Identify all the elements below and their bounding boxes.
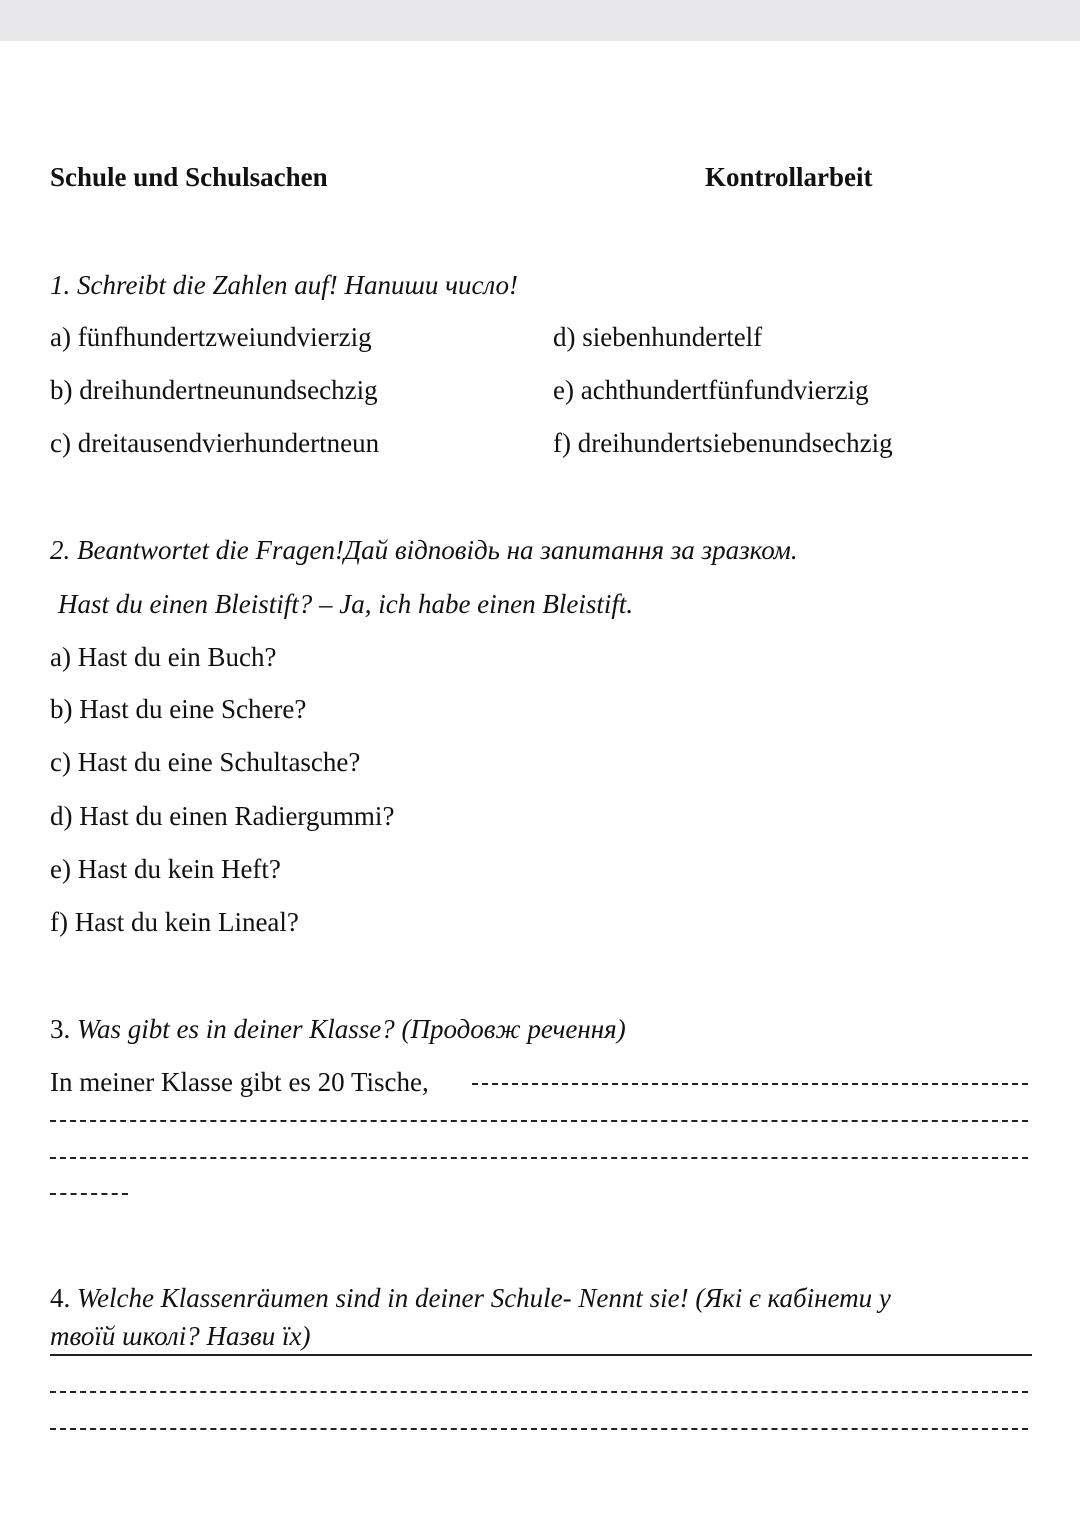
task4-answer-line-2 [50, 1391, 1028, 1393]
task3-sentence-starter: In meiner Klasse gibt es 20 Tische, [50, 1067, 429, 1097]
task4-heading-line2: твоїй школі? Назви їх) [50, 1321, 311, 1351]
task2-item-a: a) Hast du ein Buch? [50, 642, 277, 672]
worksheet-subtitle: Kontrollarbeit [705, 162, 873, 192]
task3-answer-line-2 [50, 1120, 1028, 1122]
task3-heading-row [50, 1013, 626, 1045]
task4-answer-line-3 [50, 1428, 1028, 1430]
task4-answer-line-1 [50, 1354, 1032, 1356]
task3-answer-line-4 [50, 1193, 128, 1195]
worksheet-title: Schule und Schulsachen [50, 162, 328, 192]
task2-item-c: c) Hast du eine Schultasche? [50, 747, 361, 777]
task2-example: Hast du einen Bleistift? – Ja, ich habe einen Bleistift. [58, 589, 634, 619]
task2-item-b: b) Hast du eine Schere? [50, 694, 307, 724]
task1-item-c: c) dreitausendvierhundertneun [50, 428, 380, 458]
task3-answer-line-3 [50, 1157, 1028, 1159]
task1-item-b: b) dreihundertneunundsechzig [50, 375, 378, 405]
viewer-top-bar [0, 0, 1080, 41]
task3-answer-line-1 [472, 1083, 1028, 1085]
task4-number: 4. [50, 1283, 71, 1313]
task2-heading: 2. Beantwortet die Fragen!Дай відповідь на запитання за зразком. [50, 535, 798, 565]
task1-item-a: a) fünfhundertzweiundvierzig [50, 322, 372, 352]
task4-heading-line1: Welche Klassenräumen sind in deiner Schule- Nennt sie! (Які є кабінети у [77, 1283, 891, 1313]
task1-heading: 1. Schreibt die Zahlen auf! Напиши число! [50, 270, 519, 300]
task2-item-e: e) Hast du kein Heft? [50, 854, 281, 884]
task2-item-d: d) Hast du einen Radiergummi? [50, 801, 395, 831]
task3-heading: Was gibt es in deiner Klasse? (Продовж речення) [77, 1014, 626, 1044]
task3-number: 3. [50, 1014, 71, 1044]
task1-item-d: d) siebenhundertelf [553, 322, 763, 352]
task4-heading-row [50, 1282, 891, 1314]
task1-item-f: f) dreihundertsiebenundsechzig [553, 428, 893, 458]
worksheet-page [0, 41, 1080, 1522]
task2-item-f: f) Hast du kein Lineal? [50, 907, 299, 937]
task1-item-e: e) achthundertfünfundvierzig [553, 375, 869, 405]
